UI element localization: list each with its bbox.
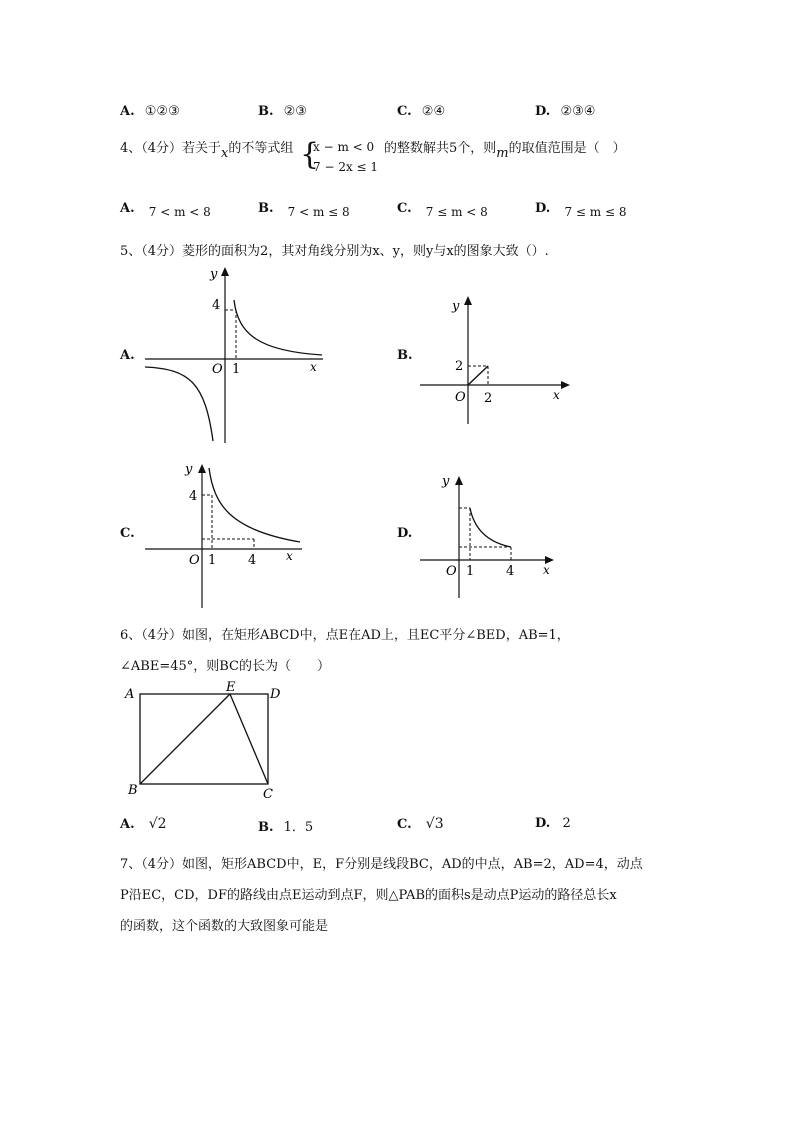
- axis-x-label: x: [543, 563, 550, 577]
- point-c-label: C: [263, 787, 273, 802]
- q4-prefix: 4、（4分）若关于: [120, 141, 222, 156]
- option-label: C.: [397, 201, 412, 216]
- q3-option-d[interactable]: [535, 104, 595, 119]
- q5-graph-d[interactable]: [416, 470, 566, 600]
- option-text: ①②③: [144, 104, 180, 119]
- x-tick-label: 1: [208, 553, 217, 568]
- q4-suffix: 的取值范围是（ ）: [508, 141, 626, 156]
- option-label: B.: [258, 820, 274, 835]
- point-e-label: E: [226, 680, 236, 695]
- x-tick-label: 1: [466, 564, 475, 579]
- option-text: 2: [562, 816, 571, 831]
- hyperbola-branch-left: [145, 367, 213, 441]
- q4-option-d[interactable]: [535, 201, 627, 219]
- option-text: 7 < m ≤ 8: [287, 205, 350, 219]
- option-text: 7 ≤ m < 8: [425, 205, 488, 219]
- option-text: ②③④: [560, 104, 596, 119]
- y-tick-label: 2: [455, 359, 464, 374]
- q4-option-c[interactable]: [397, 201, 488, 219]
- hyperbola-branch: [209, 468, 300, 542]
- q5-option-b-label[interactable]: B.: [397, 348, 413, 363]
- q5-graph-a[interactable]: [140, 265, 330, 445]
- q4-var-m: m: [496, 146, 509, 161]
- option-text: 7 ≤ m ≤ 8: [564, 205, 627, 219]
- option-text: 7 < m < 8: [148, 205, 211, 219]
- y-tick-label: 4: [189, 489, 198, 504]
- origin-label: O: [212, 362, 223, 377]
- q7-stem-line-1: 7、（4分）如图，矩形ABCD中，E，F分别是线段BC，AD的中点，AB=2，AD=4，动点: [120, 857, 643, 872]
- q6-rectangle-figure: [120, 680, 290, 802]
- q6-option-d[interactable]: [535, 816, 571, 831]
- origin-label: O: [446, 564, 457, 579]
- q5-option-a-label[interactable]: A.: [120, 348, 135, 363]
- q5-graph-b[interactable]: [416, 290, 576, 430]
- q5-option-c-label[interactable]: C.: [120, 526, 135, 541]
- point-d-label: D: [270, 687, 281, 702]
- q4-stem: [120, 137, 294, 161]
- y-axis-arrow: [221, 267, 229, 276]
- q6-option-a[interactable]: [120, 816, 167, 832]
- q7-stem-line-3: 的函数，这个函数的大致图象可能是: [120, 919, 329, 934]
- option-label: A.: [120, 104, 135, 119]
- q4-mid: 的不等式组: [228, 141, 294, 156]
- option-label: C.: [397, 104, 412, 119]
- option-label: B.: [258, 104, 274, 119]
- q5-graph-c[interactable]: [140, 460, 310, 610]
- origin-label: O: [189, 553, 200, 568]
- q4-inequality-2: 7 − 2x ≤ 1: [313, 160, 379, 174]
- option-label: A.: [120, 201, 135, 216]
- y-tick-label: 4: [212, 298, 221, 313]
- option-text: ②④: [421, 104, 446, 119]
- y-axis-arrow: [464, 296, 472, 305]
- option-text: √3: [425, 816, 444, 832]
- point-b-label: B: [128, 783, 138, 798]
- option-label: D.: [535, 201, 551, 216]
- x-tick-label-2: 4: [248, 553, 257, 568]
- q3-option-a[interactable]: [120, 104, 180, 119]
- q3-option-b[interactable]: [258, 104, 307, 119]
- x-tick-label: 2: [484, 391, 493, 406]
- axis-y-label: y: [185, 462, 193, 477]
- option-label: C.: [397, 817, 412, 832]
- q6-option-b[interactable]: [258, 816, 313, 835]
- option-text: ②③: [283, 104, 307, 119]
- axis-x-label: x: [286, 549, 293, 563]
- axis-x-label: x: [310, 360, 317, 374]
- q4-tail: 的整数解共5个，则: [384, 141, 497, 156]
- q4-stem-tail: [384, 137, 626, 161]
- q4-var-x: x: [221, 146, 229, 161]
- q6-stem-line-2: ∠ABE=45°，则BC的长为（ ）: [120, 659, 330, 674]
- point-a-label: A: [125, 687, 135, 702]
- option-label: D.: [535, 104, 551, 119]
- q4-option-a[interactable]: [120, 201, 211, 219]
- x-tick-label-2: 4: [506, 564, 515, 579]
- origin-label: O: [455, 390, 466, 405]
- option-label: A.: [120, 817, 135, 832]
- curve-segment: [470, 508, 511, 547]
- option-label: B.: [258, 201, 274, 216]
- axis-x-label: x: [553, 388, 560, 402]
- option-text: 1．5: [283, 820, 314, 835]
- option-text: √2: [148, 816, 167, 832]
- x-tick-label: 1: [232, 362, 241, 377]
- q5-stem: 5、（4分）菱形的面积为2，其对角线分别为x、y，则y与x的图象大致（）.: [120, 244, 549, 259]
- q4-inequality-1: x − m < 0: [313, 140, 375, 154]
- hyperbola-branch-right: [234, 300, 322, 355]
- option-label: D.: [535, 816, 551, 831]
- segment-ec: [230, 694, 268, 784]
- axis-y-label: y: [210, 267, 218, 282]
- y-axis-arrow: [198, 464, 206, 473]
- x-axis-arrow: [561, 381, 570, 389]
- line-segment: [468, 366, 488, 385]
- segment-be: [140, 694, 230, 784]
- q4-option-b[interactable]: [258, 201, 350, 219]
- q6-stem-line-1: 6、（4分）如图，在矩形ABCD中，点E在AD上，且EC平分∠BED，AB=1，: [120, 628, 570, 643]
- q6-option-c[interactable]: [397, 816, 444, 832]
- q5-option-d-label[interactable]: D.: [397, 526, 413, 541]
- axis-y-label: y: [442, 474, 450, 489]
- system-brace: {: [300, 137, 320, 172]
- q3-option-c[interactable]: [397, 104, 445, 119]
- y-axis-arrow: [455, 476, 463, 485]
- q7-stem-line-2: P沿EC，CD，DF的路线由点E运动到点F，则△PAB的面积s是动点P运动的路径总长x: [120, 888, 617, 903]
- axis-y-label: y: [452, 299, 460, 314]
